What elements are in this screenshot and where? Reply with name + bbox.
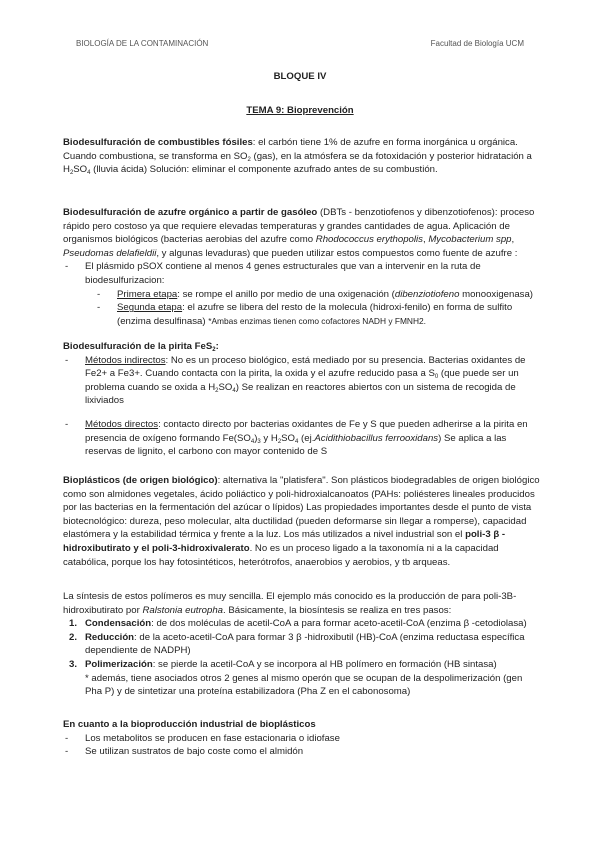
text: . No es un proceso ligado a la taxonomía ni a la capacidad catabólica, porque los hay fotosintéticos, heterótrofos, anaerobios y aerobios, y tb arqueas. [63, 543, 499, 568]
list-item-sub [63, 301, 541, 328]
text: , [422, 234, 429, 246]
text: (lluvia ácida) Solución: eliminar el componente azufrado antes de su combustión. [90, 164, 438, 176]
subscript: 2 [277, 438, 282, 445]
note: * además, tiene asociados otros 2 genes al mismo operón que se ocupan de la despolimerización (gen Pha P) y de sintetizar una proteína estabilizadora (Pha Z en el cabonosoma) [85, 672, 523, 698]
highlight-term: poli-3 β -hidroxibutirato y el poli-3-hidroxivalerato [63, 529, 506, 555]
text: ) Se aplica a las reservas de lignito, el carbono con mayor contenido de S [85, 432, 507, 458]
list-item: - Los metabolitos se producen en fase estacionaria o idiofase [63, 732, 541, 746]
text: ) Se realizan en reactores abiertos con un sistema de recogida de lixiviados [85, 381, 516, 407]
text: La síntesis de estos polímeros es muy sencilla. El ejemplo más conocido es la producción de para poli-3B-hidroxibutirato por [63, 591, 517, 616]
text: : contacto directo por bacterias oxidantes de Fe y S que pueden adherirse a la pirita en presencia de oxígeno formando Fe(SO [85, 419, 528, 444]
subscript: 4 [250, 438, 255, 445]
text: (que puede ser un problema cuando se oxida a H [85, 368, 519, 393]
section-bioplasticos [63, 474, 541, 569]
step-name: Polimerización [85, 659, 153, 671]
paragraph [63, 590, 541, 617]
section-biodesulfuracion-fosiles [63, 136, 541, 177]
topic-title: TEMA 9: Bioprevención [246, 105, 354, 116]
text: ) [254, 432, 258, 444]
text: (ej. [298, 432, 315, 444]
heading-text: : [215, 341, 219, 352]
subscript: 4 [295, 438, 299, 445]
item-number: 3. [69, 659, 78, 671]
text: : el carbón tiene 1% de azufre en forma inorgánica u orgánica. Cuando combustiona, se transforma en SO [63, 137, 518, 162]
text: : de dos moléculas de acetil-CoA a para formar aceto-acetil-CoA (enzima β -cetodiolasa) [151, 618, 527, 630]
text: : el azufre se libera del resto de la molecula (hidroxi-fenilo) en forma de sulfito (enzima desulfinasa) [117, 302, 513, 327]
enzyme-name: dibenziotiofeno [394, 288, 460, 300]
section-bioproduccion [63, 718, 541, 759]
text: y H [260, 432, 278, 444]
step-name: Condensación [85, 618, 152, 630]
text: : alternativa la "platisfera". Son plásticos biodegradables de origen biológico como son almidones vegetales, ácido poliáctico y poli-hidroxialcanoatos (PAHs: poliésteres lineales producidos por las bacterias en la fermentación del azúcar o lípidos) Las propiedades importantes desde el punto de vista biotecnológico: dureza, peso molecular, alta ductilidad (pueden deformarse sin llegar a romperse), capacidad elastómera y la estabilidad térmica y frente a la luz. Los más utilizados a nivel industrial son el [63, 475, 540, 541]
header-right: Facultad de Biología UCM [430, 39, 524, 48]
numbered-item [63, 631, 541, 658]
method-label: Métodos directos [85, 419, 159, 431]
item-number: 2. [69, 631, 78, 643]
section-heading: Biodesulfuración de combustibles fósiles [63, 137, 253, 148]
section-pirita [63, 340, 541, 459]
text: SO [281, 432, 296, 444]
text: : de la aceto-acetil-CoA para formar 3 β -hidroxibutil (HB)-CoA (enzima reductasa específica dependiente de NADPH) [85, 631, 525, 657]
section-sintesis [63, 590, 541, 699]
heading-text: Biodesulfuración de la pirita FeS [63, 341, 213, 352]
subscript: 2 [215, 387, 219, 394]
species-name: Mycobacterium spp [428, 234, 512, 246]
list-item: - El plásmido pSOX contiene al menos 4 genes estructurales que van a intervenir en la ruta de biodesulfurizacion: [63, 260, 541, 287]
numbered-item [63, 658, 541, 672]
header-left: BIOLOGÍA DE LA CONTAMINACIÓN [76, 39, 209, 48]
list-item [63, 418, 541, 459]
paragraph [63, 206, 541, 260]
heading-text: En cuanto a la bioproducción industrial de bioplásticos [63, 719, 316, 730]
subscript: 3 [257, 438, 261, 445]
section-heading: Biodesulfuración de azufre orgánico a partir de gasóleo [63, 207, 318, 218]
method-label: Métodos indirectos [85, 354, 166, 366]
species-name: Ralstonia eutropha [142, 604, 224, 616]
section-heading [63, 340, 541, 354]
text: (DBTs - benzotiofenos y dibenzotiofenos): proceso rápido pero costoso ya que requiere elevadas temperaturas y grandes cantidades de agua. Aplicación de organismos biológicos (bacterias aerobias del azufre como [63, 207, 535, 246]
text: : se rompe el anillo por medio de una oxigenación ( [177, 288, 395, 300]
text: . Básicamente, la biosíntesis se realiza en tres pasos: [223, 604, 452, 616]
subscript: 4 [232, 387, 236, 394]
list-item [63, 354, 541, 408]
list-item-sub [63, 288, 541, 302]
text: (gas), en la atmósfera se da fotoxidación y posterior hidratación a H [63, 150, 532, 176]
paragraph [63, 136, 541, 177]
subscript: 0 [434, 374, 439, 381]
subscript: 4 [87, 170, 91, 177]
subscript: 2 [247, 156, 251, 163]
section-heading [63, 718, 541, 732]
text: , y algunas levaduras) que pueden utilizar estos compuestos como fuente de azufre : [156, 247, 518, 259]
species-name: Rhodococcus erythopolis [315, 234, 423, 246]
species-name: Acidithiobacillus ferrooxidans [314, 432, 439, 444]
text: SO [73, 164, 88, 176]
section-heading: Bioplásticos (de origen biológico) [63, 475, 218, 486]
subscript: 2 [69, 170, 74, 177]
text: monooxigenasa) [459, 288, 534, 300]
numbered-item [63, 617, 541, 631]
list-item: - Se utilizan sustratos de bajo coste como el almidón [63, 745, 541, 759]
note: *Ambas enzimas tienen como cofactores NADH y FMNH2. [208, 315, 427, 326]
stage-label: Primera etapa [117, 288, 178, 300]
stage-label: Segunda etapa [117, 302, 183, 314]
text: SO [218, 381, 233, 393]
step-name: Reducción [85, 631, 135, 643]
text: : No es un proceso biológico, está mediado por su presencia. Bacterias oxidantes de Fe2+ a Fe3+. Cuando contacta con la pirita, la oxida y el azufre reducido pasa a S [85, 354, 526, 380]
block-title: BLOQUE IV [273, 71, 327, 82]
text: , [511, 234, 515, 246]
item-number: 1. [69, 618, 78, 630]
text: : se pierde la acetil-CoA y se incorpora al HB polímero en formación (HB sintasa) [152, 659, 497, 671]
section-biodesulfuracion-gasoleo [63, 206, 541, 328]
paragraph [63, 474, 541, 569]
subscript: 2 [212, 347, 216, 353]
species-name: Pseudomas delafieldii [63, 247, 157, 259]
